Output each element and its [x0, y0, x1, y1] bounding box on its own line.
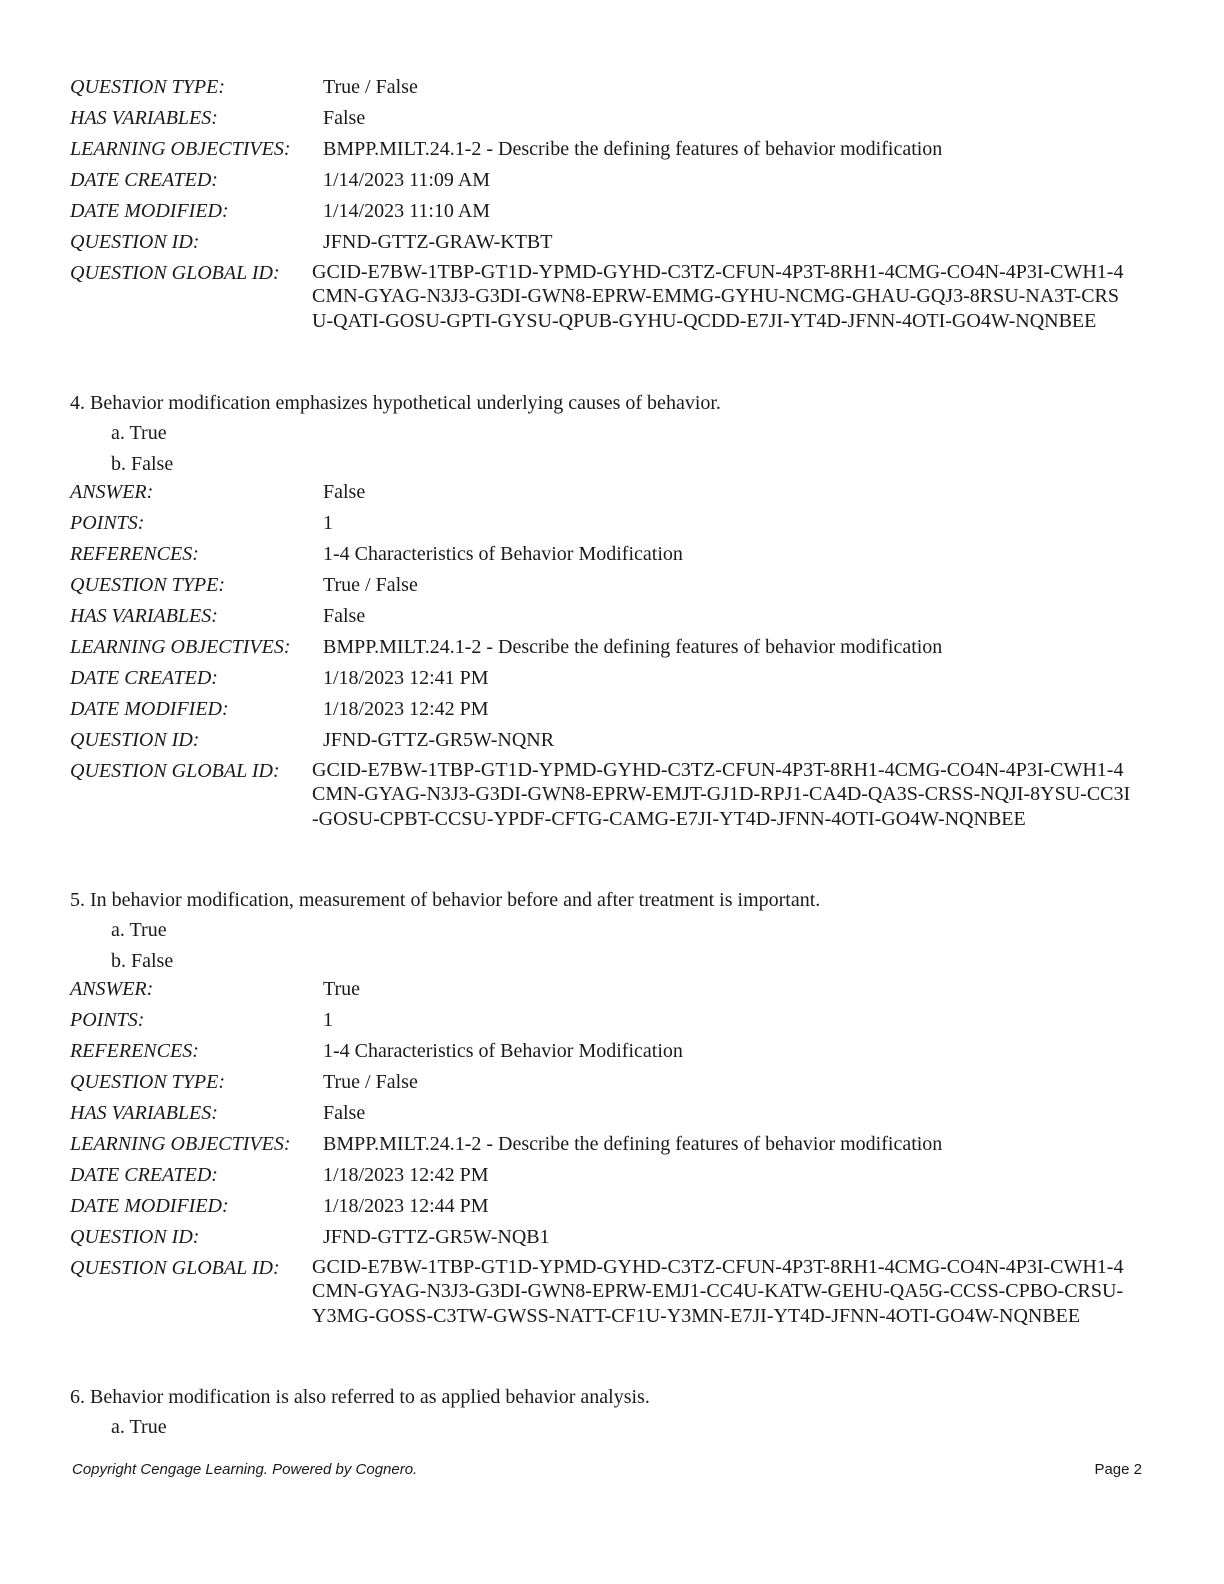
question-global-id-value: GCID-E7BW-1TBP-GT1D-YPMD-GYHD-C3TZ-CFUN-4P3T-8RH1-4CMG-CO4N-4P3I-CWH1-4CMN-GYAG-N3J3-G3DI-GWN8-EPRW-EMJT-GJ1D-RPJ1-CA4D-QA3S-CRSS-NQJI-8YSU-CC3I-GOSU-CPBT-CCSU-YPDF-CFTG-CAMG-E7JI-YT4D-JFNN-4OTI-GO4W-NQNBEE — [312, 759, 1131, 830]
date-created-label: DATE CREATED: — [70, 1164, 218, 1186]
question-global-id-row — [70, 1255, 1160, 1328]
answer-row — [70, 976, 1160, 1007]
learning-objectives-label: LEARNING OBJECTIVES: — [70, 1133, 291, 1155]
footer-page-number: Page 2 — [1094, 1461, 1142, 1478]
references-value: 1-4 Characteristics of Behavior Modification — [323, 1040, 683, 1062]
question-stem: 4. Behavior modification emphasizes hypothetical underlying causes of behavior. — [70, 392, 721, 414]
date-modified-value: 1/18/2023 12:42 PM — [323, 698, 489, 720]
question-global-id-label: QUESTION GLOBAL ID: — [70, 262, 280, 284]
points-label: POINTS: — [70, 1009, 145, 1031]
answer-value: True — [323, 978, 361, 1000]
date-created-label: DATE CREATED: — [70, 169, 218, 191]
date-created-row — [70, 167, 1160, 198]
question-type-row — [70, 74, 1160, 105]
date-modified-value: 1/18/2023 12:44 PM — [323, 1195, 489, 1217]
date-created-row — [70, 1162, 1160, 1193]
has-variables-label: HAS VARIABLES: — [70, 605, 218, 627]
answer-label: ANSWER: — [70, 481, 154, 503]
date-modified-label: DATE MODIFIED: — [70, 1195, 229, 1217]
question-id-label: QUESTION ID: — [70, 1226, 200, 1248]
learning-objectives-value: BMPP.MILT.24.1-2 - Describe the defining features of behavior modification — [323, 138, 943, 160]
q5-metadata — [70, 976, 1160, 1328]
points-row — [70, 510, 1160, 541]
date-modified-row — [70, 696, 1160, 727]
learning-objectives-label: LEARNING OBJECTIVES: — [70, 636, 291, 658]
question-type-value: True / False — [323, 574, 418, 596]
question-type-label: QUESTION TYPE: — [70, 76, 226, 98]
answer-row — [70, 479, 1160, 510]
question-id-row — [70, 727, 1160, 758]
references-label: REFERENCES: — [70, 543, 199, 565]
learning-objectives-row — [70, 136, 1160, 167]
question-type-row — [70, 1069, 1160, 1100]
learning-objectives-row — [70, 634, 1160, 665]
choice-a: a. True — [111, 1416, 167, 1438]
question-id-label: QUESTION ID: — [70, 729, 200, 751]
question-id-row — [70, 1224, 1160, 1255]
answer-value: False — [323, 481, 366, 503]
q3-metadata — [70, 74, 1160, 333]
question-id-value: JFND-GTTZ-GR5W-NQB1 — [323, 1226, 550, 1248]
has-variables-row — [70, 603, 1160, 634]
question-id-value: JFND-GTTZ-GR5W-NQNR — [323, 729, 555, 751]
date-created-value: 1/18/2023 12:42 PM — [323, 1164, 489, 1186]
date-created-row — [70, 665, 1160, 696]
has-variables-label: HAS VARIABLES: — [70, 107, 218, 129]
question-id-row — [70, 229, 1160, 260]
question-global-id-value: GCID-E7BW-1TBP-GT1D-YPMD-GYHD-C3TZ-CFUN-4P3T-8RH1-4CMG-CO4N-4P3I-CWH1-4CMN-GYAG-N3J3-G3DI-GWN8-EPRW-EMMG-GYHU-NCMG-GHAU-GQJ3-8RSU-NA3T-CRSU-QATI-GOSU-GPTI-GYSU-QPUB-GYHU-QCDD-E7JI-YT4D-JFNN-4OTI-GO4W-NQNBEE — [312, 261, 1124, 332]
question-global-id-row — [70, 758, 1160, 831]
choice-b: b. False — [111, 950, 174, 972]
date-created-label: DATE CREATED: — [70, 667, 218, 689]
has-variables-label: HAS VARIABLES: — [70, 1102, 218, 1124]
question-type-label: QUESTION TYPE: — [70, 1071, 226, 1093]
question-type-value: True / False — [323, 76, 418, 98]
points-row — [70, 1007, 1160, 1038]
date-modified-row — [70, 198, 1160, 229]
question-4 — [70, 390, 1160, 482]
answer-label: ANSWER: — [70, 978, 154, 1000]
date-modified-label: DATE MODIFIED: — [70, 698, 229, 720]
question-type-label: QUESTION TYPE: — [70, 574, 226, 596]
question-id-label: QUESTION ID: — [70, 231, 200, 253]
question-type-value: True / False — [323, 1071, 418, 1093]
question-type-row — [70, 572, 1160, 603]
has-variables-value: False — [323, 605, 366, 627]
date-modified-label: DATE MODIFIED: — [70, 200, 229, 222]
has-variables-value: False — [323, 107, 366, 129]
references-row — [70, 541, 1160, 572]
question-global-id-label: QUESTION GLOBAL ID: — [70, 1257, 280, 1279]
question-global-id-value: GCID-E7BW-1TBP-GT1D-YPMD-GYHD-C3TZ-CFUN-4P3T-8RH1-4CMG-CO4N-4P3I-CWH1-4CMN-GYAG-N3J3-G3DI-GWN8-EPRW-EMJ1-CC4U-KATW-GEHU-QA5G-CCSS-CPBO-CRSU-Y3MG-GOSS-C3TW-GWSS-NATT-CF1U-Y3MN-E7JI-YT4D-JFNN-4OTI-GO4W-NQNBEE — [312, 1256, 1124, 1327]
has-variables-row — [70, 105, 1160, 136]
has-variables-value: False — [323, 1102, 366, 1124]
date-created-value: 1/14/2023 11:09 AM — [323, 169, 491, 191]
learning-objectives-value: BMPP.MILT.24.1-2 - Describe the defining features of behavior modification — [323, 1133, 943, 1155]
learning-objectives-row — [70, 1131, 1160, 1162]
points-label: POINTS: — [70, 512, 145, 534]
question-6 — [70, 1384, 1160, 1445]
q4-metadata — [70, 479, 1160, 831]
question-global-id-row — [70, 260, 1160, 333]
points-value: 1 — [323, 1009, 333, 1031]
question-5 — [70, 887, 1160, 979]
choice-a: a. True — [111, 422, 167, 444]
learning-objectives-label: LEARNING OBJECTIVES: — [70, 138, 291, 160]
has-variables-row — [70, 1100, 1160, 1131]
question-stem: 6. Behavior modification is also referred to as applied behavior analysis. — [70, 1386, 650, 1408]
points-value: 1 — [323, 512, 333, 534]
question-id-value: JFND-GTTZ-GRAW-KTBT — [323, 231, 553, 253]
date-created-value: 1/18/2023 12:41 PM — [323, 667, 489, 689]
choice-a: a. True — [111, 919, 167, 941]
learning-objectives-value: BMPP.MILT.24.1-2 - Describe the defining features of behavior modification — [323, 636, 943, 658]
date-modified-row — [70, 1193, 1160, 1224]
question-stem: 5. In behavior modification, measurement of behavior before and after treatment is important. — [70, 889, 821, 911]
footer-copyright: Copyright Cengage Learning. Powered by Cognero. — [72, 1461, 418, 1478]
question-global-id-label: QUESTION GLOBAL ID: — [70, 760, 280, 782]
choice-b: b. False — [111, 453, 174, 475]
date-modified-value: 1/14/2023 11:10 AM — [323, 200, 491, 222]
references-row — [70, 1038, 1160, 1069]
references-value: 1-4 Characteristics of Behavior Modification — [323, 543, 683, 565]
references-label: REFERENCES: — [70, 1040, 199, 1062]
